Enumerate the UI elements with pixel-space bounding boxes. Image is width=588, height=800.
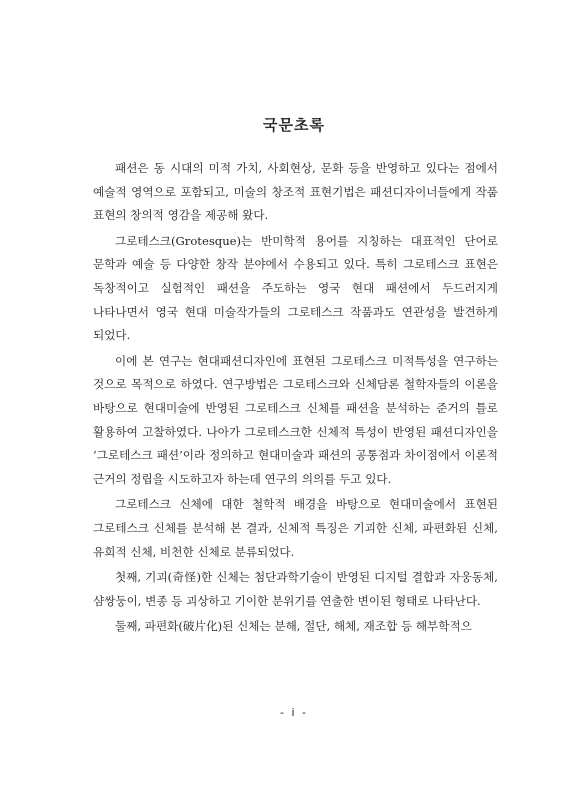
paragraph-1: 패션은 동 시대의 미적 가치, 사회현상, 문화 등을 반영하고 있다는 점에서 예술적 영역으로 포함되고, 미술의 창조적 표현기법은 패션디자이너들에게 작품 표현의 창의적 영감을 제공해 왔다. — [93, 161, 498, 223]
paragraph-3: 이에 본 연구는 현대패션디자인에 표현된 그로테스크 미적특성을 연구하는 것으로 목적으로 하였다. 연구방법은 그로테스크와 신체담론 철학자들의 이론을 바탕으로 현대미술에 반영된 그로테스크 신체를 패션을 분석하는 준거의 틀로 활용하여 고찰하였다. 나아가 그로테스크한 신체적 특성이 반영된 패션디자인을 ‘그로테스크 패션’이라 정의하고 현대미술과 패션의 공통점과 차이점에서 이론적 근거의 정립을 시도하고자 하는데 연구의 의의를 두고 있다. — [93, 353, 498, 486]
abstract-body — [93, 157, 498, 641]
paragraph-6: 둘째, 파편화(破片化)된 신체는 분해, 절단, 해체, 재조합 등 해부학적으 — [115, 619, 472, 634]
page-title: 국문초록 — [263, 116, 325, 135]
page-number: - i - — [280, 706, 308, 719]
paragraph-2: 그로테스크(Grotesque)는 반미학적 용어를 지칭하는 대표적인 단어로 문학과 예술 등 다양한 창작 분야에서 수용되고 있다. 특히 그로테스크 표현은 독창적이고 실험적인 패션을 주도하는 영국 현대 패션에서 두드러지게 나타나면서 영국 현대 미술작가들의 그로테스크 작품과도 연관성을 발견하게 되었다. — [93, 233, 498, 343]
paragraph-4: 그로테스크 신체에 대한 철학적 배경을 바탕으로 현대미술에서 표현된 그로테스크 신체를 분석해 본 결과, 신체적 특징은 기괴한 신체, 파편화된 신체, 유희적 신체, 비천한 신체로 분류되었다. — [93, 497, 498, 559]
paragraph-5: 첫째, 기괴(奇怪)한 신체는 첨단과학기술이 반영된 디지털 결합과 자웅동체, 샴쌍둥이, 변종 등 괴상하고 기이한 분위기를 연출한 변이된 형태로 나타난다. — [93, 570, 498, 608]
